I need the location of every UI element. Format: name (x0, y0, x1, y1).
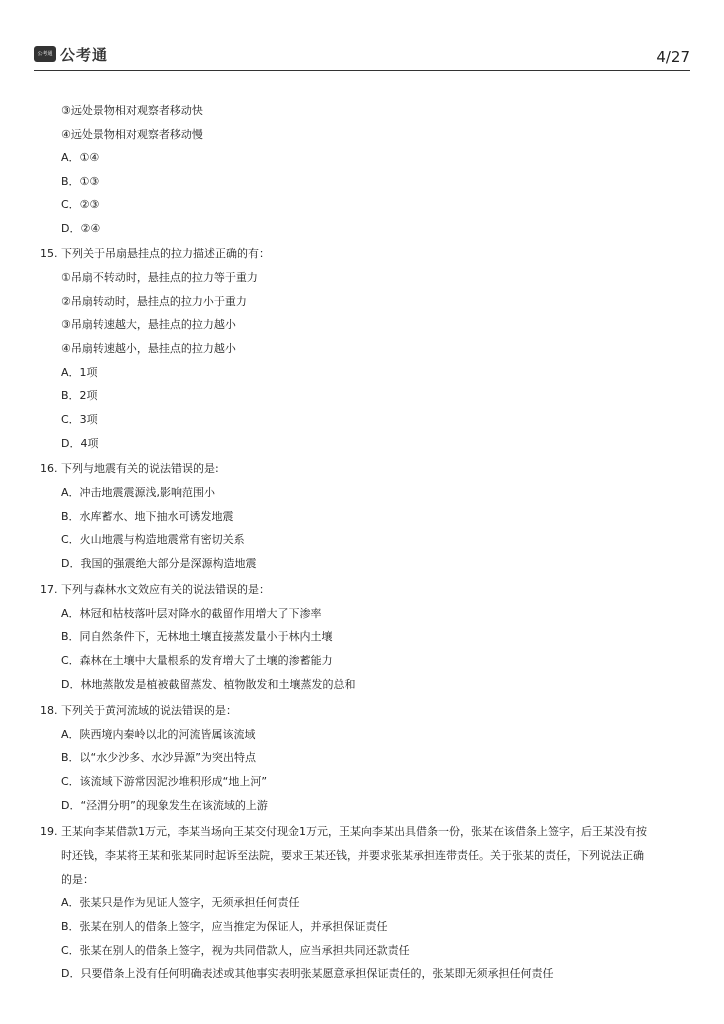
logo-badge-icon: 公考通 (34, 46, 56, 62)
question-text: 下列关于吊扇悬挂点的拉力描述正确的有： (61, 247, 270, 260)
option-a: A．陕西境内秦岭以北的河流皆属该流域 (61, 728, 256, 741)
option-b: B．同自然条件下，无林地土壤直接蒸发量小于林内土壤 (61, 630, 333, 643)
option-a: A．冲击地震震源浅,影响范围小 (61, 486, 216, 499)
question-17-stem (40, 583, 270, 597)
option-d: D．我国的强震绝大部分是深源构造地震 (61, 557, 257, 570)
statement-item: ①吊扇不转动时，悬挂点的拉力等于重力 (61, 271, 258, 284)
option-b: B．水库蓄水、地下抽水可诱发地震 (61, 510, 234, 523)
option-b: B．2项 (61, 389, 98, 402)
question-number: 16. (40, 462, 58, 475)
statement-item: ③吊扇转速越大，悬挂点的拉力越小 (61, 318, 236, 331)
carryover-item: ④远处景物相对观察者移动慢 (61, 128, 203, 141)
question-18-stem (40, 704, 237, 718)
page-header (34, 44, 690, 71)
statement-item: ②吊扇转动时，悬挂点的拉力小于重力 (61, 295, 247, 308)
question-number: 15. (40, 247, 58, 260)
question-text: 下列关于黄河流域的说法错误的是： (61, 704, 237, 717)
option-b: B．①③ (61, 175, 100, 188)
question-text: 下列与森林水文效应有关的说法错误的是： (61, 583, 270, 596)
page-number: 4/27 (656, 48, 690, 66)
question-number: 18. (40, 704, 58, 717)
option-c: C．该流域下游常因泥沙堆积形成“地上河” (61, 775, 268, 788)
option-a: A．1项 (61, 366, 98, 379)
option-d: D．林地蒸散发是植被截留蒸发、植物散发和土壤蒸发的总和 (61, 678, 356, 691)
option-d: D．只要借条上没有任何明确表述或其他事实表明张某愿意承担保证责任的，张某即无须承担任何责任 (61, 967, 554, 980)
option-a: A．①④ (61, 151, 100, 164)
statement-item: ④吊扇转速越小，悬挂点的拉力越小 (61, 342, 236, 355)
question-19-stem-line-1 (40, 825, 647, 839)
logo-text: 公考通 (60, 46, 109, 64)
option-d: D．“泾渭分明”的现象发生在该流域的上游 (61, 799, 268, 812)
question-number: 17. (40, 583, 58, 596)
option-a: A．张某只是作为见证人签字，无须承担任何责任 (61, 896, 300, 909)
option-c: C．张某在别人的借条上签字，视为共同借款人，应当承担共同还款责任 (61, 944, 410, 957)
question-19-stem-line-3: 的是： (61, 873, 94, 886)
option-b: B．张某在别人的借条上签字，应当推定为保证人，并承担保证责任 (61, 920, 388, 933)
question-16-stem (40, 462, 219, 476)
question-15-stem (40, 247, 270, 261)
option-d: D．4项 (61, 437, 99, 450)
option-c: C．森林在土壤中大量根系的发育增大了土壤的渗蓄能力 (61, 654, 333, 667)
option-a: A．林冠和枯枝落叶层对降水的截留作用增大了下渗率 (61, 607, 322, 620)
question-19-stem-line-2: 时还钱，李某将王某和张某同时起诉至法院，要求王某还钱，并要求张某承担连带责任。关于张某的责任，下列说法正确 (61, 849, 644, 862)
option-b: B．以“水少沙多、水沙异源”为突出特点 (61, 751, 256, 764)
option-d: D．②④ (61, 222, 101, 235)
option-c: C．②③ (61, 198, 100, 211)
carryover-item: ③远处景物相对观察者移动快 (61, 104, 203, 117)
question-text: 下列与地震有关的说法错误的是: (61, 462, 219, 475)
option-c: C．3项 (61, 413, 98, 426)
option-c: C．火山地震与构造地震常有密切关系 (61, 533, 245, 546)
question-text: 王某向李某借款1万元，李某当场向王某交付现金1万元，王某向李某出具借条一份，张某在该借条上签字，后王某没有按 (61, 825, 647, 838)
question-number: 19. (40, 825, 58, 838)
